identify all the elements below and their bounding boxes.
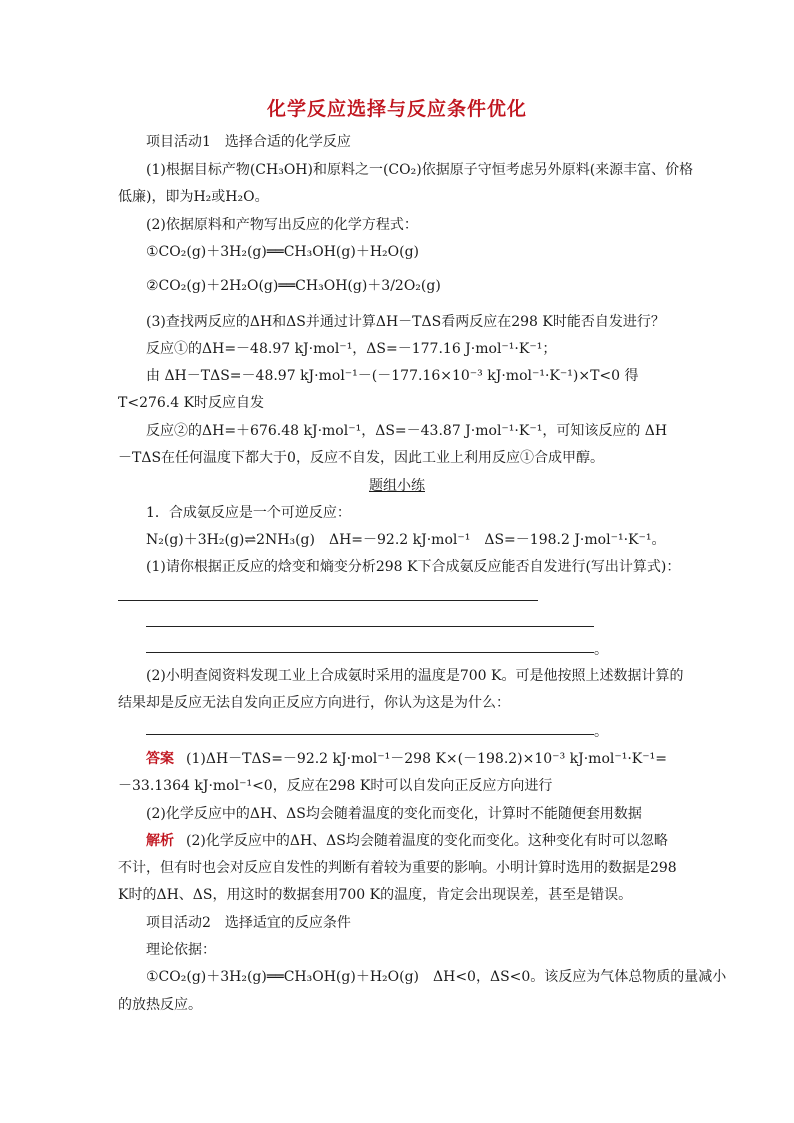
- analysis-text: (2)化学反应中的ΔH、ΔS均会随着温度的变化而变化。这种变化有时可以忽略: [186, 833, 668, 849]
- question-line: (1)请你根据正反应的焓变和熵变分析298 K下合成氨反应能否自发进行(写出计算式)：: [146, 559, 681, 575]
- paragraph-line: 反应②的ΔH=＋676.48 kJ·mol⁻¹，ΔS=－43.87 J·mol⁻¹·K⁻¹，可知该反应的 ΔH: [146, 423, 668, 439]
- paragraph-line: 由 ΔH－TΔS=－48.97 kJ·mol⁻¹－(－177.16×10⁻³ kJ·mol⁻¹·K⁻¹)×T<0 得: [146, 368, 639, 384]
- question-line: 结果却是反应无法自发向正反应方向进行，你认为这是为什么：: [118, 695, 510, 711]
- equation-2: ②CO₂(g)＋2H₂O(g)══CH₃OH(g)＋3/2O₂(g): [146, 278, 441, 294]
- paragraph-line: T<276.4 K时反应自发: [118, 395, 265, 411]
- answer-blank-line: [118, 600, 538, 601]
- paragraph-line: 反应①的ΔH=－48.97 kJ·mol⁻¹，ΔS=－177.16 J·mol⁻¹·K⁻¹；: [146, 341, 557, 357]
- question-line: 1．合成氨反应是一个可逆反应：: [146, 505, 351, 521]
- answer-blank-line: [146, 734, 594, 735]
- paragraph-line: (2)依据原料和产物写出反应的化学方程式：: [146, 217, 418, 233]
- paragraph-line: ①CO₂(g)＋3H₂(g)══CH₃OH(g)＋H₂O(g) ΔH<0，ΔS<0。该反应为气体总物质的量减小: [146, 969, 727, 985]
- answer-line: －33.1364 kJ·mol⁻¹<0，反应在298 K时可以自发向正反应方向进行: [118, 778, 553, 794]
- analysis-line: [146, 831, 668, 851]
- analysis-line: K时的ΔH、ΔS，用这时的数据套用700 K的温度，肯定会出现误差，甚至是错误。: [118, 887, 633, 903]
- question-line: (2)小明查阅资料发现工业上合成氨时采用的温度是700 K。可是他按照上述数据计算的: [146, 668, 684, 684]
- paragraph-line: －TΔS在任何温度下都大于0，反应不自发，因此工业上利用反应①合成甲醇。: [118, 450, 604, 466]
- answer-line: [146, 749, 667, 769]
- section-heading-activity-2: 项目活动2 选择适宜的反应条件: [146, 915, 351, 931]
- answer-text: (1)ΔH－TΔS=－92.2 kJ·mol⁻¹－298 K×(－198.2)×10⁻³ kJ·mol⁻¹·K⁻¹=: [186, 751, 668, 767]
- answer-blank-line: [146, 626, 594, 627]
- answer-blank-line: [146, 652, 594, 653]
- equation-1: ①CO₂(g)＋3H₂(g)══CH₃OH(g)＋H₂O(g): [146, 244, 419, 260]
- blank-end-period: 。: [594, 642, 608, 658]
- question-line: N₂(g)＋3H₂(g)⇌2NH₃(g) ΔH=－92.2 kJ·mol⁻¹ ΔS=－198.2 J·mol⁻¹·K⁻¹。: [146, 532, 666, 548]
- exercise-heading: 题组小练: [369, 478, 425, 494]
- paragraph-line: 低廉)，即为H₂或H₂O。: [118, 189, 269, 205]
- blank-end-period: 。: [594, 724, 608, 740]
- paragraph-line: 的放热反应。: [118, 997, 202, 1013]
- section-heading-activity-1: 项目活动1 选择合适的化学反应: [146, 134, 351, 150]
- analysis-label: 解析: [146, 833, 174, 849]
- answer-label: 答案: [146, 751, 174, 767]
- paragraph-line: (1)根据目标产物(CH₃OH)和原料之一(CO₂)依据原子守恒考虑另外原料(来源丰富、价格: [146, 162, 694, 178]
- analysis-line: 不计，但有时也会对反应自发性的判断有着较为重要的影响。小明计算时选用的数据是298: [118, 860, 677, 876]
- paragraph-line: 理论依据：: [146, 942, 216, 958]
- page-title: 化学反应选择与反应条件优化: [266, 98, 527, 120]
- paragraph-line: (3)查找两反应的ΔH和ΔS并通过计算ΔH－TΔS看两反应在298 K时能否自发进行？: [146, 314, 665, 330]
- answer-line: (2)化学反应中的ΔH、ΔS均会随着温度的变化而变化，计算时不能随便套用数据: [146, 806, 642, 822]
